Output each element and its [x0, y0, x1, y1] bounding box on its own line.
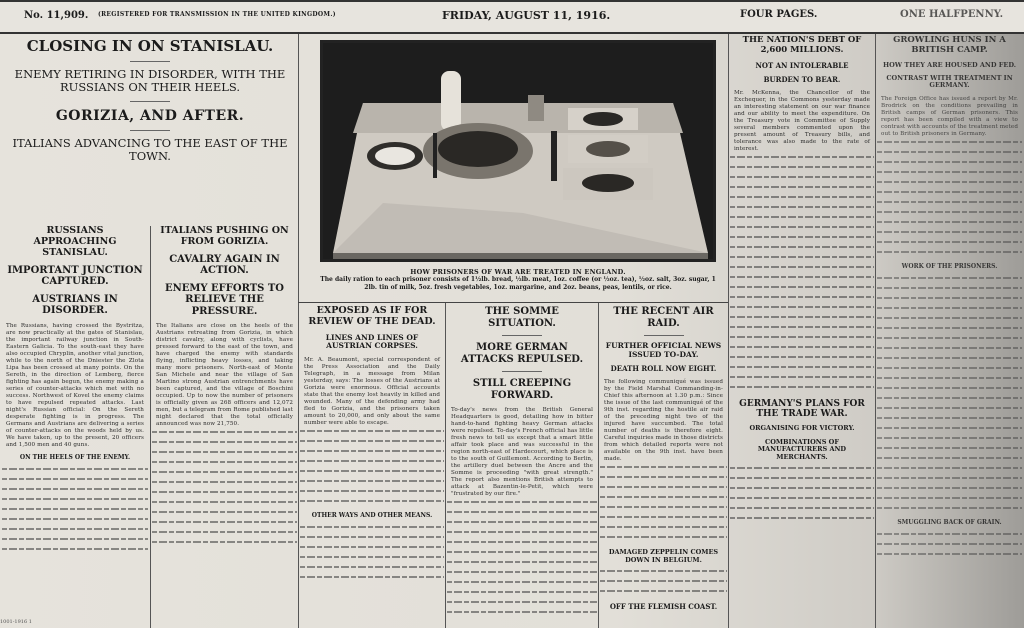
article-headline: EXPOSED AS IF FOR REVIEW OF THE DEAD.: [308, 306, 436, 327]
article-subhead: LINES AND LINES OF AUSTRIAN CORPSES.: [325, 332, 419, 351]
article-subhead: ENEMY EFFORTS TO RELIEVE THE PRESSURE.: [164, 282, 285, 317]
ration-table-image: [323, 43, 713, 259]
article-nations-debt: [730, 36, 874, 628]
article-subhead: CONTRAST WITH TREATMENT IN GERMANY.: [886, 74, 1013, 90]
article-headline: THE NATION'S DEBT OF 2,600 MILLIONS.: [742, 36, 862, 55]
article-headline: THE RECENT AIR RAID.: [613, 306, 714, 329]
photo-prisoner-rations: [320, 40, 716, 262]
article-headline: THE SOMME SITUATION.: [485, 306, 559, 329]
article-headline: GERMANY'S PLANS FOR THE TRADE WAR.: [739, 398, 865, 419]
column-rule: [875, 34, 876, 628]
article-subhead: IMPORTANT JUNCTION CAPTURED.: [7, 264, 143, 288]
lead-deck-italians: ITALIANS ADVANCING TO THE EAST OF THE TOWN.: [12, 135, 288, 163]
caption-title: HOW PRISONERS OF WAR ARE TREATED IN ENGLAND.: [410, 268, 626, 276]
lead-deck-gorizia: GORIZIA, AND AFTER.: [55, 107, 245, 124]
article-subhead: OFF THE FLEMISH COAST.: [609, 602, 718, 612]
article-subhead: DAMAGED ZEPPELIN COMES DOWN IN BELGIUM.: [608, 548, 719, 564]
article-subhead: HOW THEY ARE HOUSED AND FED.: [882, 60, 1016, 69]
article-subhead: SMUGGLING BACK OF GRAIN.: [897, 518, 1002, 526]
article-russians: [2, 226, 148, 628]
article-subhead: BURDEN TO BEAR.: [763, 74, 841, 84]
article-growling-huns: [877, 36, 1022, 628]
article-italians: [152, 226, 297, 628]
article-body: To-day's news from the British General Headquarters is good, detailing how in bitter hand-to-hand fighting heavy German attacks were repulsed. To-day's French official has little fresh news to tell us except that a smart little affair took place and was successful in the region north-east of Hardecourt, which place is to the south of Guillemont. According to Berlin, the artillery duel between the Ancre and the Somme is proceeding "with great strength." The report also mentions British attempts to attack at Bazentin-le-Petit, which were "frustrated by our fire.": [451, 407, 593, 497]
photo-caption: [320, 268, 716, 292]
article-headline: GROWLING HUNS IN A BRITISH CAMP.: [893, 36, 1006, 55]
article-subhead: ORGANISING FOR VICTORY.: [749, 424, 855, 433]
article-subhead: STILL CREEPING FORWARD.: [472, 378, 572, 401]
column-rule: [728, 34, 729, 628]
article-subhead: FURTHER OFFICIAL NEWS ISSUED TO-DAY.: [605, 341, 722, 359]
article-subhead: WORK OF THE PRISONERS.: [901, 262, 998, 270]
article-somme: [447, 306, 597, 628]
registration-note: (REGISTERED FOR TRANSMISSION IN THE UNITED KINGDOM.): [98, 11, 336, 18]
masthead: [0, 0, 1024, 34]
article-subhead: AUSTRIANS IN DISORDER.: [32, 293, 118, 317]
article-headline: RUSSIANS APPROACHING STANISLAU.: [33, 226, 117, 258]
issue-date: FRIDAY, AUGUST 11, 1916.: [442, 9, 611, 22]
column-rule: [598, 302, 599, 628]
article-subhead: ON THE HEELS OF THE ENEMY.: [19, 453, 131, 461]
article-body: The following communiqué was issued by the Field Marshal Commanding-in-Chief this afternoon at 1.30 p.m.: Since the issue of the last communiqué of the 9th inst. regarding the hostile air raid of the preceding night two of the injured have succumbed. The total number of deaths is therefore eight. Careful inquiries made in those districts from which detailed reports were not available on the 9th inst. have been made.: [604, 379, 723, 463]
article-subhead: OTHER WAYS AND OTHER MEANS.: [311, 512, 433, 520]
page-count: FOUR PAGES.: [740, 9, 818, 20]
article-body: The Russians, having crossed the Bystritza, are now practically at the gates of Stanislau, the important railway junction in South-Eastern Galicia. To the south-east they have also occupied Chryplin, another vital junction, while to the north of the Dniester the Zlota Lipa has been crossed at many points. On the Sereth, in the direction of Lemberg, fierce fighting has again begun, the enemy making a series of counter-attacks which met with no success. Northwest of Kovel the enemy claims to have repulsed repeated attacks. Last night's Russian official: On the Sereth desperate fighting is in progress. The Germans and Austrians are delivering a series of counter-attacks on the woods held by us. We have taken, up to the present, 20 officers and 1,500 men and 40 guns.: [6, 322, 144, 448]
article-exposed: [300, 306, 444, 628]
article-subhead: MORE GERMAN ATTACKS REPULSED.: [460, 342, 584, 365]
column-rule: [445, 302, 446, 628]
lead-headline: CLOSING IN ON STANISLAU.: [26, 37, 274, 55]
issue-number: No. 11,909.: [24, 10, 89, 21]
article-air-raid: [600, 306, 727, 628]
article-headline: ITALIANS PUSHING ON FROM GORIZIA.: [160, 226, 289, 247]
caption-text: The daily ration to each prisoner consists of 1½lb. bread, ½lb. meat, 1oz. coffee (or ½oz. tea), ½oz. salt, 3oz. sugar, 1 2lb. tin of milk, 5oz. fresh vegetables, 1oz. margarine, and 2oz. beans, peas, lentils, or rice.: [320, 276, 716, 291]
article-body: The Italians are close on the heels of the Austrians retreating from Gorizia, in which district cavalry, along with cyclists, have pressed forward to the east of the town, and have charged the enemy with standards flying, inflicting heavy losses, and taking many more prisoners. North-east of Monte San Michele and near the village of San Martino strong Austrian entrenchments have been captured, and the village of Boschini occupied. Up to now the number of prisoners is officially given as 268 officers and 12,072 men, but a telegram from Rome published last night declared that the total officially announced was now 21,750.: [156, 323, 293, 428]
price: ONE HALFPENNY.: [900, 9, 1004, 20]
article-subhead: NOT AN INTOLERABLE: [755, 60, 849, 70]
lead-deck: ENEMY RETIRING IN DISORDER, WITH THE RUSSIANS ON THEIR HEELS.: [14, 67, 286, 95]
column-rule: [298, 34, 299, 628]
section-rule: [298, 302, 728, 303]
article-body: The Foreign Office has issued a report by Mr. Brodrick on the conditions prevailing in British camps of German prisoners. This report has been compiled with a view to contrast with accounts of the treatment meted out to British prisoners in Germany.: [881, 95, 1018, 137]
article-subhead: DEATH ROLL NOW EIGHT.: [610, 364, 717, 374]
article-body: Mr. McKenna, the Chancellor of the Exchequer, in the Commons yesterday made an interesting statement on our war finance and our ability to meet the expenditure. On the Treasury vote in Committee of Supply several members commented upon the present amount of Treasury bills, and tolerance was also made to the rate of interest.: [734, 89, 870, 152]
article-subhead: COMBINATIONS OF MANUFACTURERS AND MERCHANTS.: [757, 437, 847, 461]
article-subhead: CAVALRY AGAIN IN ACTION.: [169, 253, 280, 277]
archive-label: 1001-1916 1: [0, 619, 32, 625]
article-body: Mr. A. Beaumont, special correspondent of the Press Association and the Daily Telegraph, in a message from Milan yesterday, says: The losses of the Austrians at Gorizia were enormous. Official accounts state that the enemy lost heavily in killed and wounded. Many of the defending army had fled to Gorizia, and the prisoners taken amount to 20,000, and only about the same number were able to escape.: [304, 357, 440, 427]
